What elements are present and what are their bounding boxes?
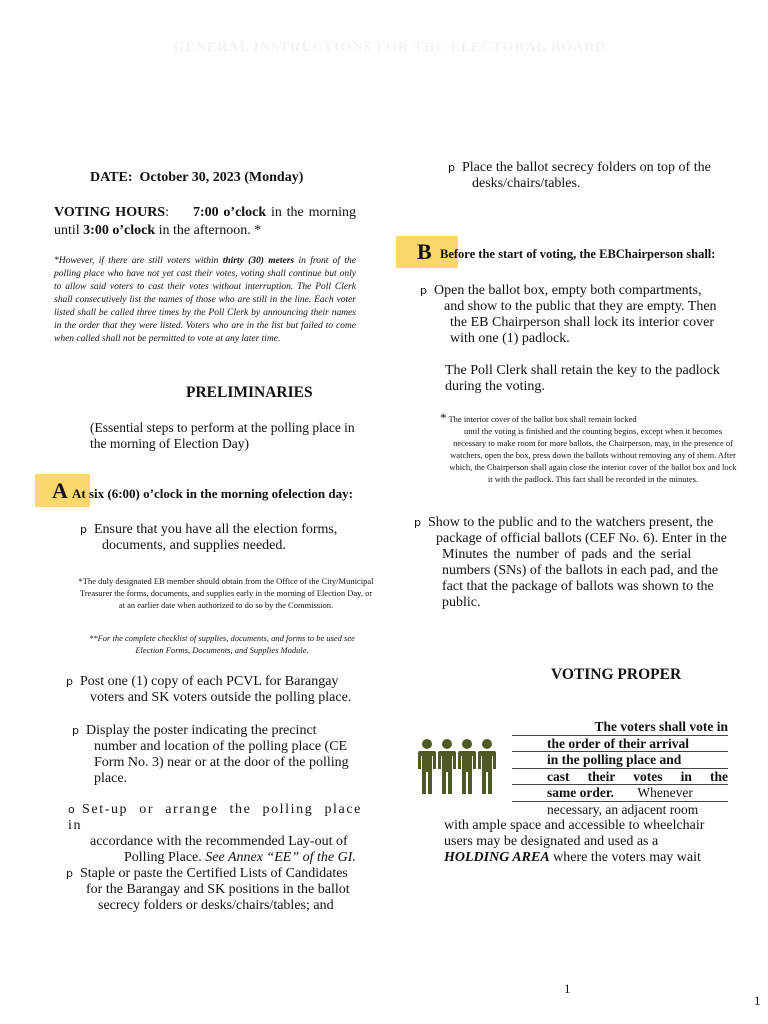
- voting-hours-note: [54, 255, 356, 346]
- r1-line1: Place the ballot secrecy folders on top of the: [462, 160, 711, 175]
- b1-line4: with one (1) padlock.: [450, 331, 570, 346]
- vp-holding-area: HOLDING AREA: [444, 850, 550, 865]
- date-line: [90, 170, 303, 186]
- vp-line4: cast their votes in the: [512, 769, 728, 786]
- list-item-a3: [72, 723, 349, 787]
- vp-line2: the order of their arrival: [512, 736, 728, 753]
- voting-hours-colon: :: [165, 205, 169, 220]
- b2-line2: during the voting.: [445, 379, 545, 394]
- vp-line1: The voters shall vote in: [512, 719, 728, 736]
- page-number-corner: 1: [754, 993, 761, 1008]
- b3-line4: numbers (SNs) of the ballots in each pad, and the: [442, 563, 719, 578]
- a1-line1: Ensure that you have all the election forms,: [94, 522, 338, 537]
- b1-line3: the EB Chairperson shall lock its interior cover: [450, 315, 714, 330]
- bullet-icon: p: [414, 516, 421, 529]
- b3-line5: fact that the package of ballots was shown to the: [442, 579, 714, 594]
- a4-line1: Set-up or arrange the polling place in: [68, 802, 362, 833]
- section-a-heading-text: six (6:00) o’clock in the morning ofelection day:: [88, 486, 353, 501]
- b3-line2: package of official ballots (CEF No. 6). Enter in the: [436, 531, 727, 546]
- bullet-icon: p: [448, 161, 455, 174]
- list-item-a5: [66, 866, 350, 914]
- poll-clerk-key-text: [445, 363, 720, 395]
- vp-line9b: where the voters may wait: [553, 850, 701, 865]
- voting-hours-label: VOTING HOURS: [54, 205, 166, 220]
- bullet-icon: p: [72, 724, 79, 737]
- page-number: 1: [564, 981, 571, 996]
- list-item-b3: [414, 515, 727, 611]
- bullet-icon: p: [66, 867, 73, 880]
- supplies-note: *The duly designated EB member should obtain from the Office of the City/Municipal Treasurer the forms, documents, and supplies early in the morning of Election Day, or at an earlier date when authorized to do so by the Commission.: [78, 576, 374, 610]
- voting-proper-title: VOTING PROPER: [551, 666, 682, 683]
- section-a-heading-at: At: [72, 486, 86, 501]
- a3-line4: place.: [94, 771, 128, 786]
- voting-hours: [54, 204, 356, 240]
- voting-hours-start: 7:00 o’clock: [192, 205, 267, 220]
- a4-annex-ref: See Annex “EE” of the GI.: [205, 850, 356, 865]
- note4-star: *: [440, 410, 447, 425]
- checklist-note: **For the complete checklist of supplies, documents, and forms to be used see Election Forms, Documents, and Supplies Module.: [89, 633, 355, 655]
- date-value: October 30, 2023 (Monday): [139, 170, 304, 185]
- a5-line3: secrecy folders or desks/chairs/tables; and: [98, 898, 334, 913]
- note1-part-c: in front of the polling place who have not yet cast their votes, voting shall continue but only to allow said voters to cast their votes without interruption. The Poll Clerk shall consecutively list the names of those who are still in the line. Each voter listed shall be called three times by the Poll Clerk by announcing their names in the order that they were listed. Voters who are in the list but failed to come when called shall not be permitted to vote at any later time.: [54, 256, 357, 344]
- b3-line1: Show to the public and to the watchers present, the: [428, 515, 714, 530]
- bullet-o-icon: o: [68, 803, 75, 816]
- people-queue-icon: [416, 738, 498, 796]
- section-a-letter: A: [52, 478, 68, 503]
- people-queue-svg: [416, 738, 498, 796]
- a2-line1: Post one (1) copy of each PCVL for Barangay: [80, 674, 339, 689]
- interior-cover-note: [440, 412, 740, 485]
- a3-line2: number and location of the polling place (CE: [94, 739, 348, 754]
- b3-line3: Minutes the number of pads and the serial: [442, 547, 692, 562]
- voting-hours-text-2: in the afternoon. *: [158, 223, 262, 238]
- vp-line3: in the polling place and: [512, 752, 728, 769]
- a1-line2: documents, and supplies needed.: [102, 538, 286, 553]
- bullet-icon: p: [80, 523, 87, 536]
- preliminaries-title: PRELIMINARIES: [186, 384, 313, 401]
- vp-line6: necessary, an adjacent room: [547, 801, 699, 817]
- vp-line5b: Whenever: [637, 785, 693, 800]
- voting-hours-end: 3:00 o’clock: [83, 223, 156, 238]
- r1-line2: desks/chairs/tables.: [472, 176, 581, 191]
- b1-line1: Open the ballot box, empty both compartments,: [434, 283, 702, 298]
- b1-line2: and show to the public that they are empty. Then: [444, 299, 717, 314]
- bullet-icon: p: [420, 284, 427, 297]
- a5-line1: Staple or paste the Certified Lists of Candidates: [80, 866, 348, 881]
- bullet-icon: p: [66, 675, 73, 688]
- note4-line1: The interior cover of the ballot box shall remain locked: [448, 414, 637, 424]
- a4-line3: Polling Place.: [124, 850, 202, 865]
- a4-line2: accordance with the recommended Lay-out of: [90, 834, 348, 849]
- note1-part-a: *However, if there are still voters within: [54, 256, 219, 266]
- faint-header-title: GENERAL INSTRUCTIONS FOR THE ELECTORAL BOARD: [173, 40, 607, 55]
- section-a-heading: [72, 486, 353, 502]
- vp-line7: with ample space and accessible to wheelchair: [444, 818, 705, 833]
- list-item-b1: [420, 283, 717, 347]
- section-b-heading: Before the start of voting, the EBChairperson shall:: [440, 247, 716, 261]
- a5-line2: for the Barangay and SK positions in the ballot: [86, 882, 350, 897]
- preliminaries-subtitle: (Essential steps to perform at the polling place in the morning of Election Day): [90, 420, 355, 451]
- list-item-a4: [68, 802, 374, 866]
- vp-line8: users may be designated and used as a: [444, 834, 659, 849]
- a3-line1: Display the poster indicating the precinct: [86, 723, 317, 738]
- a2-line2: voters and SK voters outside the polling place.: [90, 690, 352, 705]
- list-item-r1: [448, 160, 711, 192]
- a3-line3: Form No. 3) near or at the door of the polling: [94, 755, 349, 770]
- voting-proper-paragraph: [512, 719, 728, 817]
- note4-rest: until the voting is finished and the counting begins, except when it becomes necessary to make room for more ballots, the Chairperson, may, in the presence of watchers, open the box, press down the ballots without removing any of them. After which, the Chairperson shall again close the interior cover of the ballot box and lock it with the padlock. This fact shall be recorded in the minutes.: [449, 426, 737, 484]
- section-b-letter: B: [417, 239, 432, 264]
- voting-proper-continuation: [444, 818, 704, 866]
- vp-line5a: same order.: [547, 785, 614, 800]
- date-label: DATE:: [90, 170, 133, 185]
- voting-hours-text-1: in the morning until: [54, 205, 357, 238]
- note1-thirty-meters: thirty (30) meters: [222, 256, 295, 266]
- list-item-a1: [80, 522, 337, 554]
- b2-line1: The Poll Clerk shall retain the key to the padlock: [445, 363, 720, 378]
- list-item-a2: [66, 674, 351, 706]
- b3-line6: public.: [442, 595, 481, 610]
